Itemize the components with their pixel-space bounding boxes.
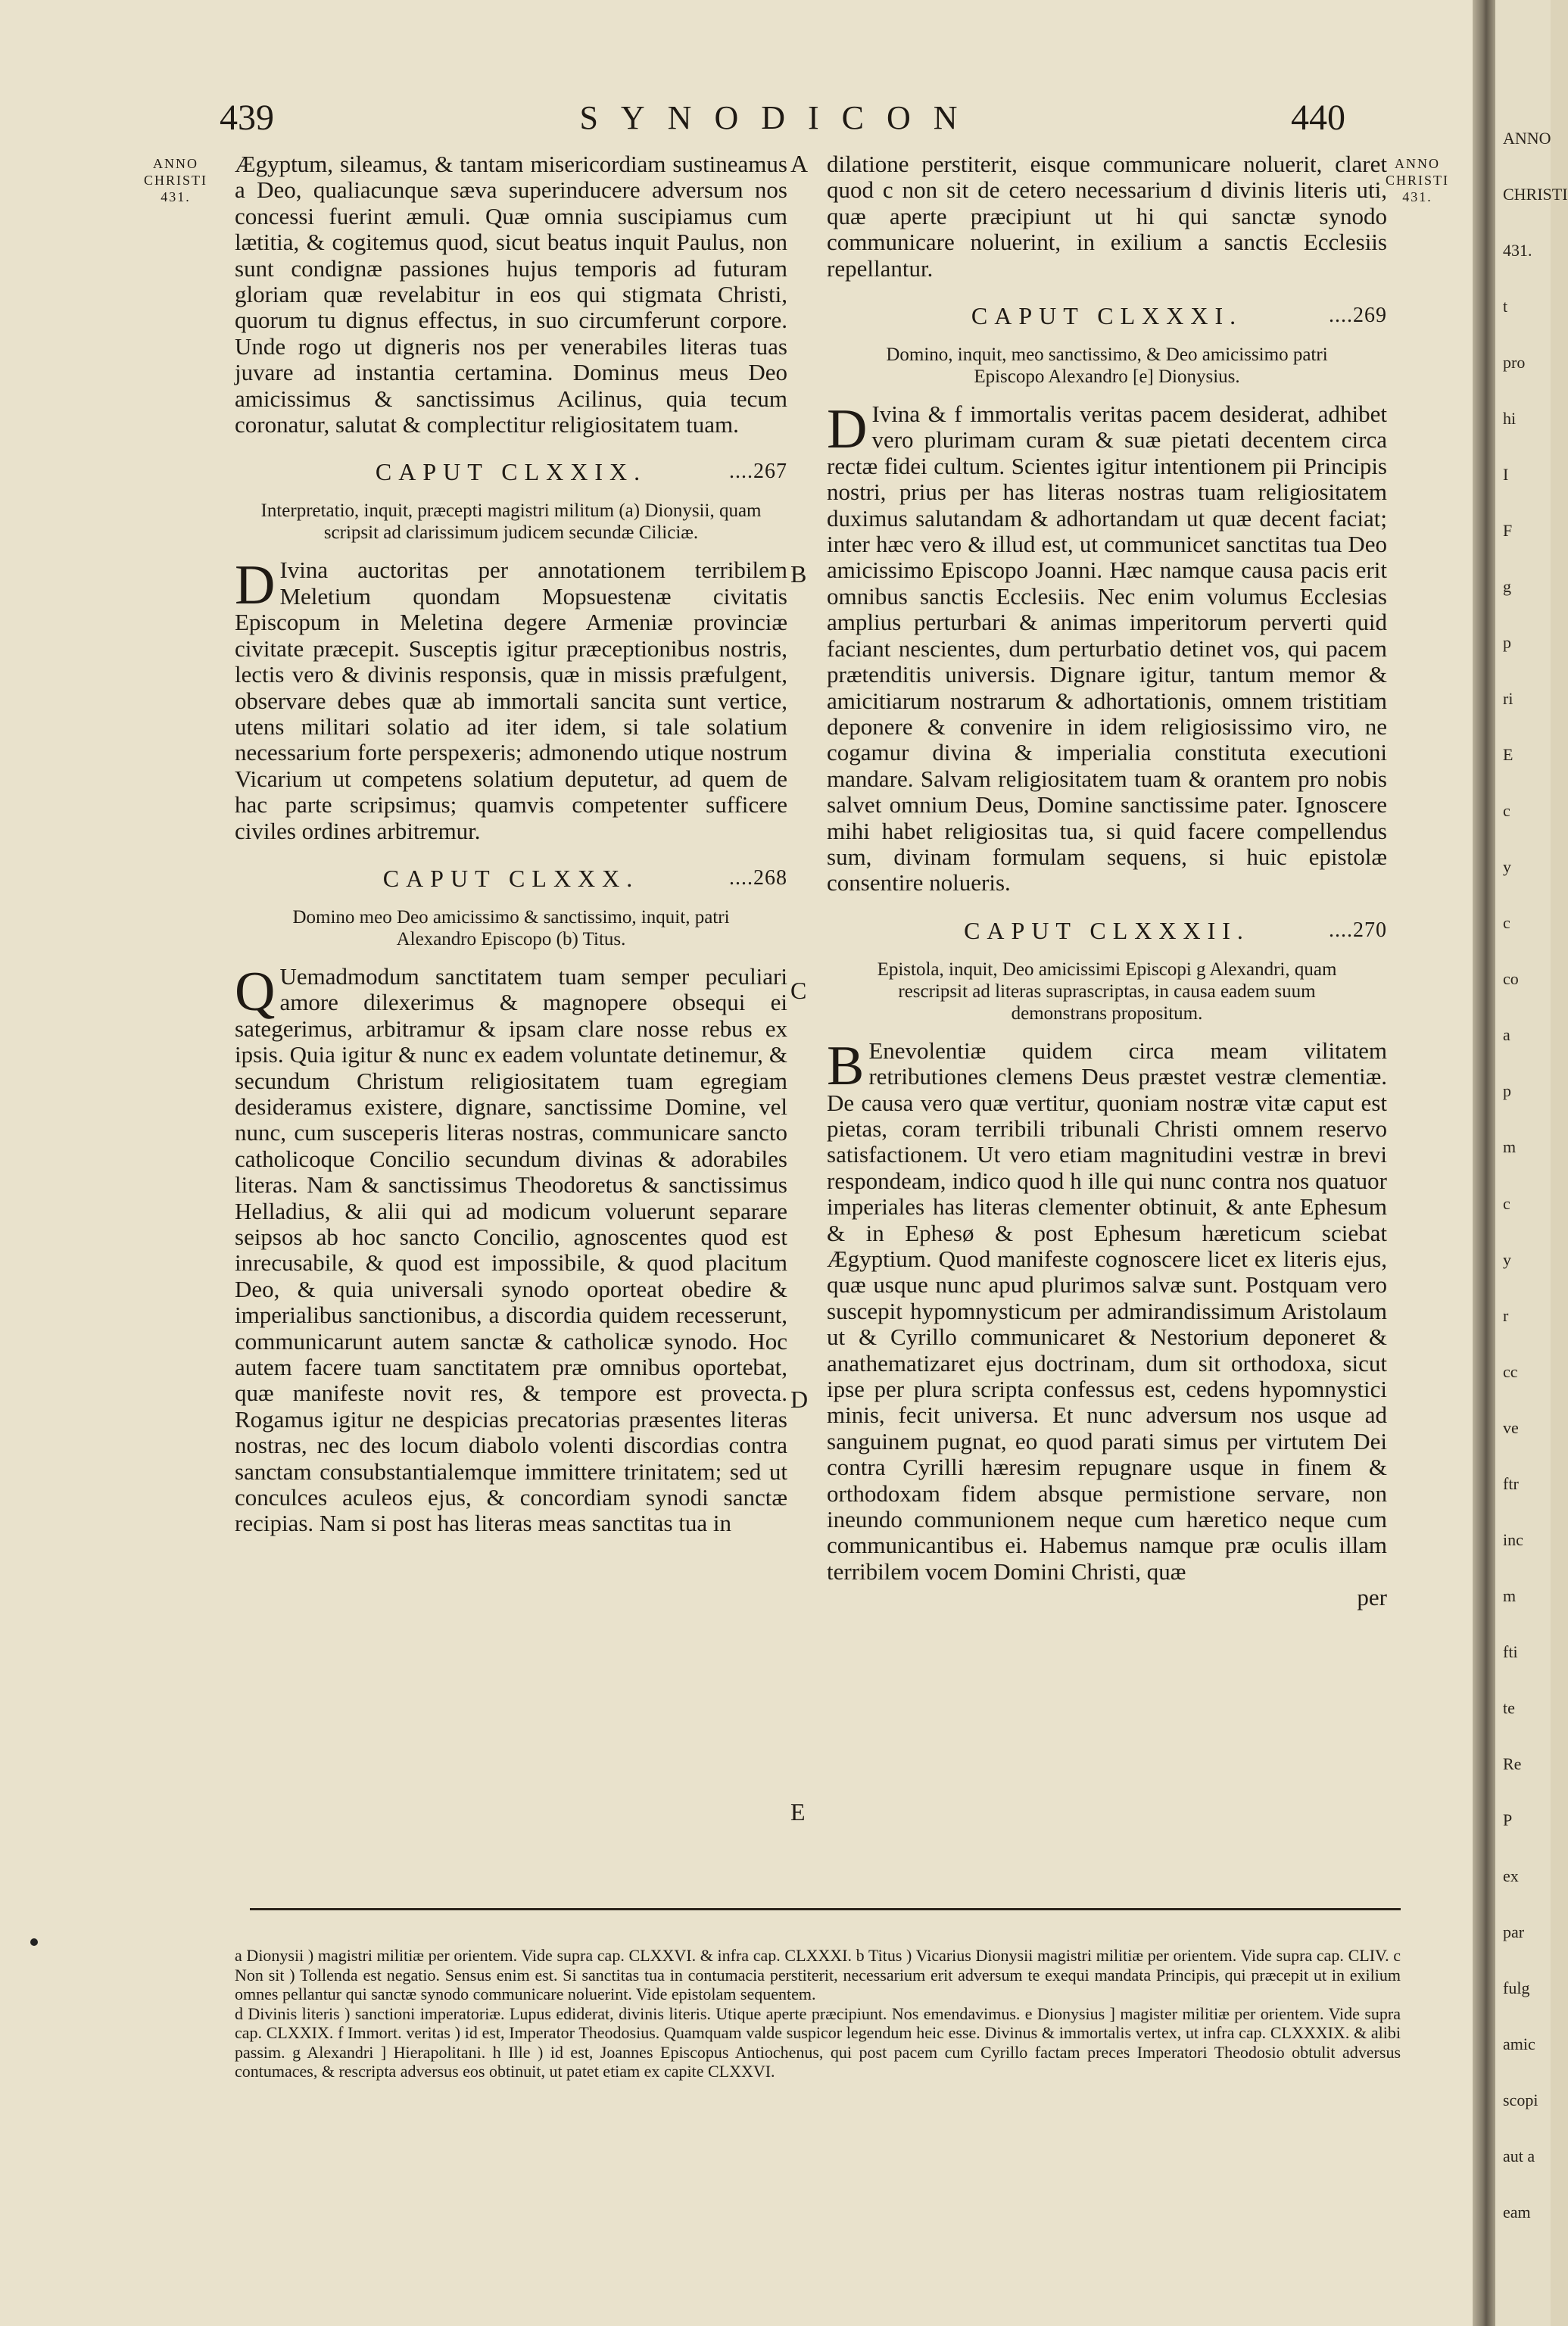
adjacent-page-fragment: eam — [1503, 2202, 1531, 2222]
chapter-heading-179 — [235, 459, 787, 492]
adjacent-page-fragment: ri — [1503, 689, 1513, 709]
adjacent-page-fragment: par — [1503, 1922, 1525, 1941]
footnotes — [235, 1946, 1401, 2081]
chapter-subtitle: Interpretatio, inquit, præcepti magistri militum (a) Dionysii, quam scripsit ad clarissimum judicem secundæ Ciliciæ. — [260, 500, 762, 544]
right-intro-paragraph: dilatione perstiterit, eisque communicare noluerit, claret quod c non sit de cetero necessarium d divinis literis uti, quæ aperte præcipiunt ut hi qui sanctæ synodo communicare noluerint, in exilium a sanctis Ecclesiis repellantur. — [827, 151, 1387, 282]
footnote-block: d Divinis literis ) sanctioni imperatoriæ. Lupus ediderat, divinis literis. Utique aperte præcipiunt. Nos emendavimus. e Dionysius ] magister militiæ per orientem. Vide supra cap. CLXXIX. f Immort. veritas ) id est, Imperator Theodosius. Quamquam valde suspicor legendum heic esse. Divinus & immortalis vertex, ut infra cap. CLXXXIX. & alibi passim. g Alexandri ] Hierapolitani. h Ille ) id est, Joannes Episcopus Antiochenus, qui post pacem cum Cyrillo factam preces Imperatori Theodosio obtulit adversus contumaces, & rescripta adversus eos obtinuit, ut patet etiam ex capite CLXXVI. — [235, 2003, 1401, 2081]
catchword: per — [1357, 1584, 1387, 1611]
adjacent-page-fragment: r — [1503, 1305, 1509, 1325]
adjacent-page-fragment: inc — [1503, 1529, 1523, 1549]
chapter-subtitle: Domino meo Deo amicissimo & sanctissimo, inquit, patri Alexandro Episcopo (b) Titus. — [292, 906, 730, 949]
margin-letter-c: C — [790, 977, 807, 1004]
margin-letter-e: E — [790, 1798, 806, 1826]
drop-initial: D — [235, 554, 276, 617]
margin-letter-b: B — [790, 560, 807, 588]
chapter-reference: ....270 — [1329, 918, 1387, 942]
chapter-text: Uemadmodum sanctitatem tuam semper peculiari amore dilexerimus & magnopere obsequi ei sategerimus, arbitramur & ipsam clare nosse rebus ex ipsis. Quia igitur & nunc ex eadem voluntate detinemur, & secundum Christum religiositatem tuam egregiam desideramus existere, dignare, sanctissime Domine, vel nunc, cum susceperis literas nostras, communicare sancto catholicoque Concilio secundum divinas & adorabiles literas. Nam & sanctissimus Theodoretus & sanctissimus Helladius, & alii qui ad modicum voluerunt separare seipsos ab hoc sancto Concilio, agnoscentes quod est inrecusabile, & quod est impossibile, & quod placitum Deo, & quia universali synodo oporteat obedire & imperialibus sanctionibus, a discordia quidem recesserunt, communicarunt autem sanctæ & catholicæ synodo. Hoc autem facere tuam sanctitatem præ omnibus oportebat, quæ manifeste novit res, & tempore est provecta. Rogamus igitur ne despicias precatorias præsentes literas nostras, nec des locum diabolo volenti discordias contra sanctam consubstantialemque immittere trinitatem; sed ut conculces aculeos ejus, & concordiam synodi sanctæ recipias. Nam si post has literas meas sanctitas tua in — [235, 962, 787, 1537]
adjacent-page-fragment: Re — [1503, 1754, 1522, 1773]
adjacent-page-fragment: c — [1503, 801, 1510, 821]
adjacent-page-fragment: cc — [1503, 1361, 1518, 1381]
drop-initial: D — [827, 398, 868, 461]
adjacent-page-fragment: ve — [1503, 1417, 1519, 1437]
chapter-text: Enevolentiæ quidem circa meam vilitatem retributiones clemens Deus præstet vestræ clementiæ. De causa vero quæ vertitur, quoniam nostræ vitæ caput est pietas, coram terribili tribunali Christi omnem reservo satisfactionem. Ut vero etiam magnitudini vestræ in brevi respondeam, indico quod h ille qui nunc contra nos quatuor imperiales has literas clementer obtinuit, & ante Ephesum & in Ephesø & post Ephesum hæreticum sciebat Ægyptium. Quod manifeste cognoscere licet ex literis ejus, quæ usque nunc apud plurimos salvæ sunt. Postquam vero suscepit hypomnysticum per admirandissimum Aristolaum ut & Cyrillo communicaret & Nestorium deponeret & anathematizaret ejus doctrinam, dum sit orthodoxa, sicut ipse per plura scripta confessus est, cedens hypomnystici minis, fecit universa. Et nunc adversum nos usque ad sanguinem pugnat, eo quod parati simus per virtutem Dei contra Cyrilli hæresim repugnare usque in finem & orthodoxam fidem absque permistione servare, non ineundo communionem neque cum hæretico neque cum communicantibus ei. Habemus namque præ oculis illam terribilem vocem Domini Christi, quæ — [827, 1037, 1387, 1585]
adjacent-page-edge — [1495, 0, 1568, 2326]
adjacent-page-fragment: I — [1503, 465, 1509, 485]
adjacent-page-fragment: m — [1503, 1585, 1517, 1605]
adjacent-page-fragment: g — [1503, 577, 1511, 597]
chapter-title: CAPUT CLXXXII. — [964, 916, 1250, 944]
adjacent-page-fragment: 431. — [1503, 241, 1532, 260]
chapter-body-179 — [235, 554, 787, 844]
adjacent-page-fragment: c — [1503, 913, 1510, 933]
adjacent-page-fragment: CHRISTI — [1503, 185, 1568, 204]
chapter-title: CAPUT CLXXIX. — [375, 458, 647, 486]
adjacent-page-fragment: c — [1503, 1193, 1510, 1213]
adjacent-page-fragment: t — [1503, 297, 1508, 316]
adjacent-page-fragment: fti — [1503, 1642, 1518, 1661]
adjacent-page-fragment: co — [1503, 969, 1519, 989]
chapter-subtitle: Domino, inquit, meo sanctissimo, & Deo amicissimo patri Episcopo Alexandro [e] Dionysius. — [886, 345, 1328, 388]
chapter-subtitle: Epistola, inquit, Deo amicissimi Episcopi g Alexandri, quam rescripsit ad literas suprascriptas, in causa eadem suum demonstrans propositum. — [877, 959, 1337, 1024]
chapter-text: Ivina & f immortalis veritas pacem desiderat, adhibet vero plurimam curam & suæ pietati decentem circa rectæ fidei cultum. Scientes igitur intentionem pii Principis nostri, prius per has literas nostras tuam religiositatem duximus salutandam & adhortandam ut quæ decent faciat; inter hæc vero & illud est, ut communicet sanctitas tua Deo amicissimo Episcopo Joanni. Hæc namque causa pacis erit omnibus sanctis Ecclesiis. Nec enim volumus Ecclesias amplius perturbari & animas imperitorum perverti quid faciant nescientes, dum perturbatio detinet vos, qui pacem prætenditis universis. Dignare igitur, tantum memor & amicitiarum nostrarum & adhortationis, omnem tristitiam deponere & convenire in idem religiosissimo viro, ne cogamur divina & imperialia constituta executioni mandare. Salvam religiositatem tuam & orantem pro nobis salvet omnium Deus, Domine sanctissime pater. Ignoscere mihi habet religiositas tua, si quid facere compellendus sum, divinam formulam sequens, si huic epistolæ consentire nolueris. — [827, 401, 1387, 896]
adjacent-page-fragment: a — [1503, 1025, 1510, 1045]
adjacent-page-fragment: p — [1503, 633, 1511, 653]
adjacent-page-fragment: te — [1503, 1698, 1515, 1717]
margin-letter-a: A — [790, 150, 809, 177]
left-intro-paragraph: Ægyptum, sileamus, & tantam misericordiam sustineamus a Deo, qualiacunque sæva superinducere adversum nos concessi fuerint æmuli. Quæ omnia suscipiamus cum lætitia, & cogitemus quod, sicut beatus inquit Paulus, non sunt condignæ passiones hujus temporis ad futuram gloriam quæ revelabitur in eos qui stigmata Christi, quorum tu dignus effectus, in suo circumferunt corpore. Unde rogo ut digneris nos per venerabiles literas tuas juvare ad instantia certamina. Dominus meus Deo amicissimus & sanctissimus Acilinus, quia tecum coronatur, salutat & complectitur religiositatem tuam. — [235, 151, 787, 438]
chapter-text: Ivina auctoritas per annotationem terribilem Meletium quondam Mopsuestenæ civitatis Episcopum in Meletina degere Armeniæ provinciæ civitate præcepit. Susceptis igitur præceptionibus nostris, lectis vero & divinis responsis, quæ in missis præfulgent, observare debes quæ ab immortali sancita sunt vertice, utens militari solatio ad iter idem, si tale solatium necessarium forte perspexeris; admonendo utique nostrum Vicarium ut competens solatium deputetur, ad quem de hac parte scripsimus; quamvis competenter sufficere civiles ordines arbitremur. — [235, 557, 787, 844]
adjacent-page-fragment: p — [1503, 1081, 1511, 1101]
adjacent-page-fragment: ftr — [1503, 1473, 1519, 1493]
chapter-body-182 — [827, 1034, 1387, 1585]
drop-initial: B — [827, 1034, 865, 1097]
adjacent-page-fragment: hi — [1503, 409, 1517, 429]
adjacent-page-fragment: F — [1503, 521, 1513, 541]
running-head: SYNODICON — [579, 99, 980, 136]
right-column — [827, 151, 1387, 1611]
adjacent-page-fragment: amic — [1503, 2034, 1535, 2053]
adjacent-page-fragment: P — [1503, 1810, 1513, 1829]
anno-christi-left: ANNO CHRISTI 431. — [143, 156, 207, 204]
adjacent-page-fragment: y — [1503, 1249, 1511, 1269]
page-number-left: 439 — [220, 98, 274, 138]
chapter-heading-180 — [235, 865, 787, 899]
adjacent-page-fragment: scopi — [1503, 2090, 1538, 2109]
chapter-title: CAPUT CLXXXI. — [971, 302, 1243, 330]
adjacent-page-fragment: fulg — [1503, 1978, 1530, 1997]
chapter-reference: ....269 — [1329, 304, 1387, 328]
adjacent-page-fragment: ANNO — [1503, 129, 1551, 148]
adjacent-page-fragment: E — [1503, 745, 1513, 765]
chapter-heading-181 — [827, 303, 1387, 336]
adjacent-page-fragment: aut a — [1503, 2146, 1535, 2165]
page-number-right: 440 — [1291, 98, 1345, 138]
adjacent-page-fragment: y — [1503, 857, 1511, 877]
drop-initial: Q — [235, 960, 276, 1023]
footnote-rule — [250, 1908, 1401, 1910]
book-gutter — [1473, 0, 1495, 2326]
anno-christi-right: ANNO CHRISTI 431. — [1385, 156, 1449, 204]
chapter-body-181 — [827, 398, 1387, 896]
chapter-reference: ....268 — [729, 865, 787, 890]
chapter-heading-182 — [827, 918, 1387, 951]
chapter-body-180 — [235, 960, 787, 1537]
adjacent-page-fragment: m — [1503, 1137, 1517, 1157]
chapter-reference: ....267 — [729, 460, 787, 484]
ink-spot — [30, 1938, 38, 1946]
adjacent-page-fragment: ex — [1503, 1866, 1519, 1885]
margin-letter-d: D — [790, 1386, 809, 1413]
chapter-title: CAPUT CLXXX. — [382, 864, 640, 892]
adjacent-page-fragment: pro — [1503, 353, 1526, 373]
footnote-block: a Dionysii ) magistri militiæ per orientem. Vide supra cap. CLXXVI. & infra cap. CLXXXI. b Titus ) Vicarius Dionysii magistri militiæ per orientem. Vide supra cap. CLIV. c Non sit ) Tollenda est negatio. Sensus enim est. Si sanctitas tua in contumacia perstiterit, necessarium erit adversum te exequi mandata Principis, qui præcepit ut in exilium omnes pellantur qui sanctæ synodo communicare noluerint. Vide epistolam sequentem. — [235, 1946, 1401, 2003]
left-column — [235, 151, 787, 1537]
